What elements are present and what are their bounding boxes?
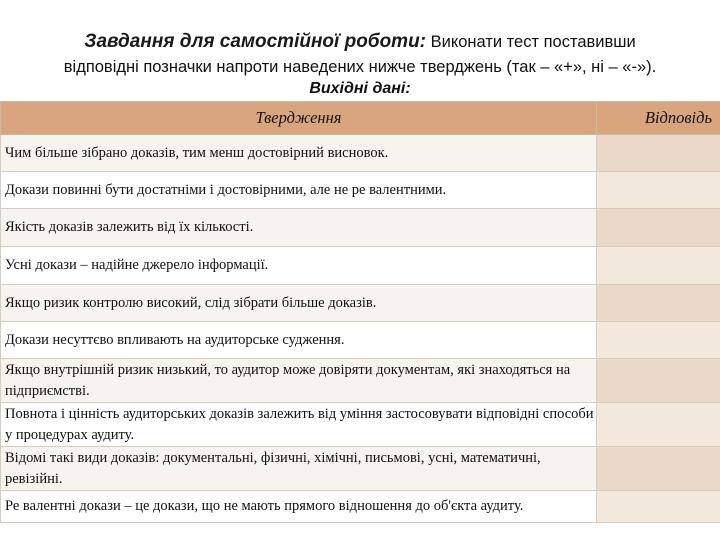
table-row — [1, 209, 720, 247]
answer-cell[interactable] — [597, 172, 720, 209]
task-heading — [0, 30, 720, 54]
answer-cell[interactable] — [597, 209, 720, 247]
table-row — [1, 247, 720, 285]
answer-column-header: Відповідь — [597, 102, 720, 135]
answer-cell[interactable] — [597, 247, 720, 285]
answer-cell[interactable] — [597, 447, 720, 491]
source-data-label: Вихідні дані: — [309, 80, 411, 97]
answer-cell[interactable] — [597, 135, 720, 172]
statement-cell: Докази повинні бути достатніми і достовірними, але не ре валентними. — [1, 172, 597, 209]
answer-cell[interactable] — [597, 403, 720, 447]
statement-cell: Усні докази – надійне джерело інформації. — [1, 247, 597, 285]
statement-cell: Якість доказів залежить від їх кількості. — [1, 209, 597, 247]
statements-table — [0, 101, 720, 523]
table-row — [1, 135, 720, 172]
answer-cell[interactable] — [597, 359, 720, 403]
statement-cell: Відомі такі види доказів: документальні, фізичні, хімічні, письмові, усні, математичні, ревізійні. — [1, 447, 597, 491]
answer-cell[interactable] — [597, 322, 720, 359]
table-row — [1, 403, 720, 447]
statement-column-header: Твердження — [1, 102, 597, 135]
statement-cell: Якщо внутрішній ризик низький, то аудитор може довіряти документам, які знаходяться на підприємстві. — [1, 359, 597, 403]
answer-cell[interactable] — [597, 491, 720, 523]
statement-cell: Якщо ризик контролю високий, слід зібрати більше доказів. — [1, 285, 597, 322]
table-header-row — [1, 102, 720, 135]
statement-cell: Докази несуттєво впливають на аудиторське судження. — [1, 322, 597, 359]
statement-cell: Ре валентні докази – це докази, що не мають прямого відношення до об'єкта аудиту. — [1, 491, 597, 523]
answer-cell[interactable] — [597, 285, 720, 322]
task-instruction-cont: відповідні позначки напроти наведених нижче тверджень (так – «+», ні – «-»). — [63, 58, 657, 76]
table-row — [1, 491, 720, 523]
task-instruction-start: Виконати тест поставивши — [430, 33, 636, 51]
statement-cell: Повнота і цінність аудиторських доказів залежить від уміння застосовувати відповідні способи у процедурах аудиту. — [1, 403, 597, 447]
table-row — [1, 322, 720, 359]
table-row — [1, 359, 720, 403]
task-title: Завдання для самостійної роботи: — [84, 31, 426, 52]
statement-cell: Чим більше зібрано доказів, тим менш достовірний висновок. — [1, 135, 597, 172]
table-row — [1, 447, 720, 491]
table-row — [1, 172, 720, 209]
table-row — [1, 285, 720, 322]
